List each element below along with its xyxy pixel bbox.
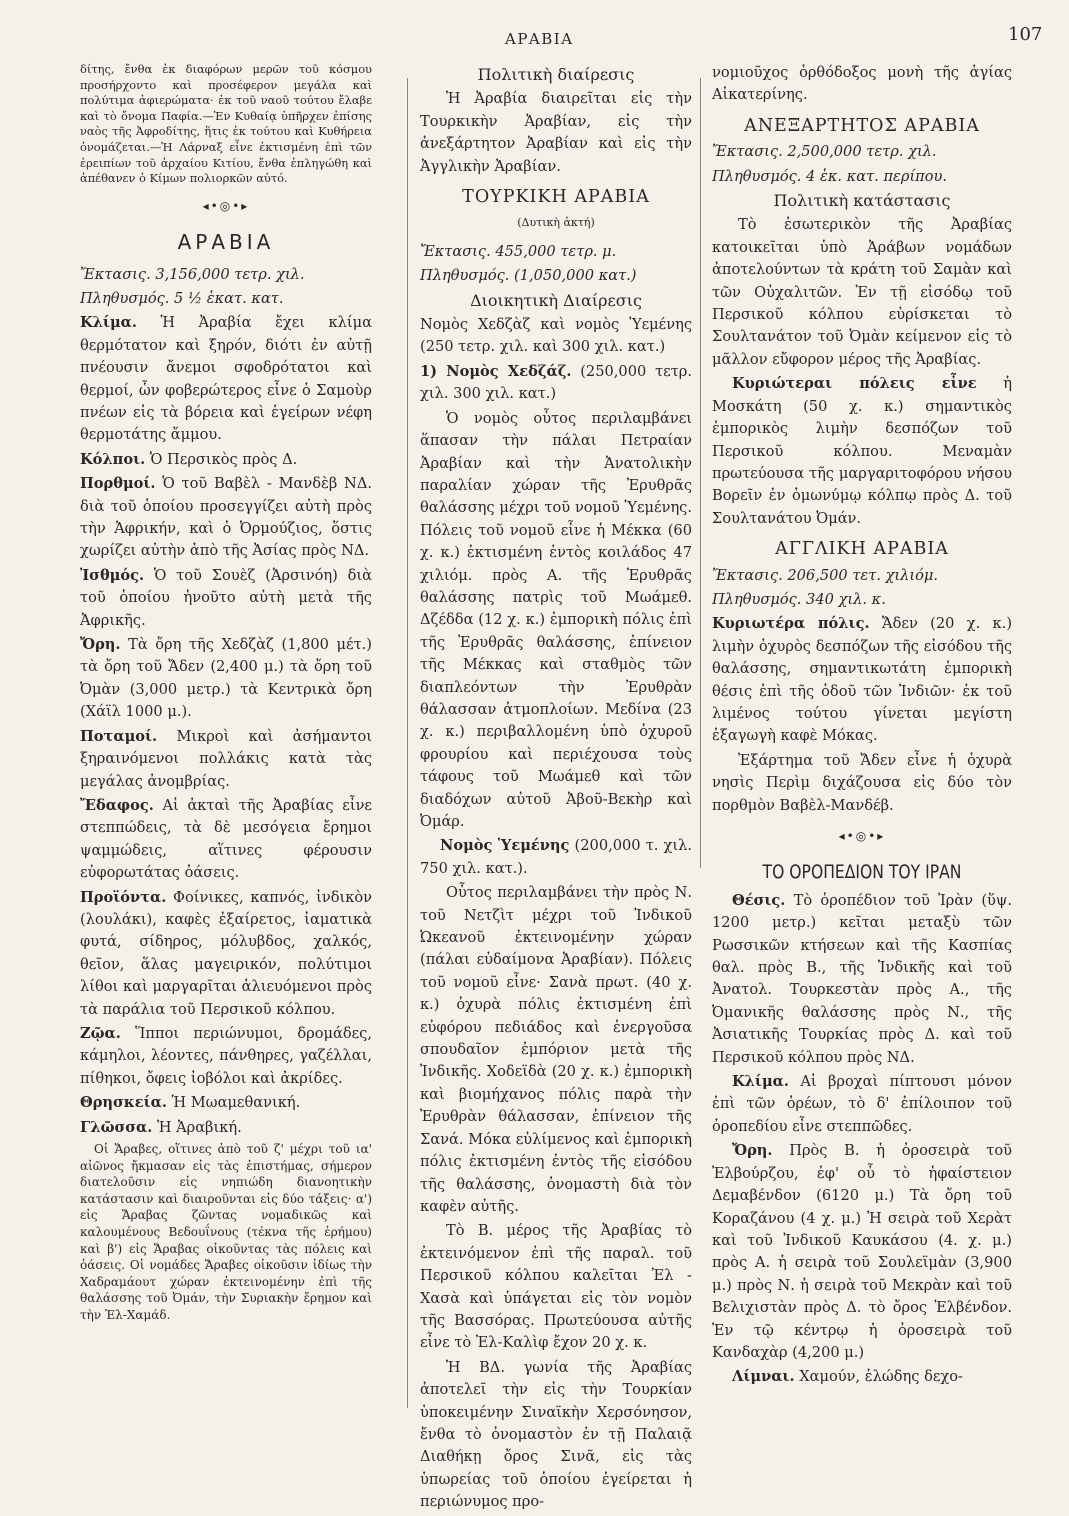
iran-mountains-paragraph [712, 1140, 1012, 1364]
column-rule-right [700, 78, 701, 868]
main-city-paragraph [712, 613, 1012, 747]
column-right [712, 62, 1012, 1391]
language-label: Γλῶσσα. [80, 1118, 153, 1136]
products-text: Φοίνικες, καπνός, ἰνδικὸν (λουλάκι), καφὲς ἐξαίρετος, ἰαματικὰ φυτά, σίδηρος, μόλυβδος, χαλκός, θεῖον, ἅλας μαγειρικόν, πολύτιμοι λίθοι καὶ μαργαρῖται ἁλιευόμενοι πρὸς τὰ παράλια τοῦ Περσικοῦ κόλπου. [80, 888, 372, 1018]
gulfs-text: Ὁ Περσικὸς πρὸς Δ. [145, 450, 298, 468]
climate-text: Ἡ Ἀραβία ἔχει κλίμα θερμότατον καὶ ξηρόν, διότι ἐν αὐτῇ πνέουσιν ἄνεμοι σφοδρότατοι καὶ θερμοί, ὧν φοβερώτερος εἶνε ὁ Σαμοὺρ πνέων εἰς τὰ βόρεια καὶ ἐγείρων νέφη θερμοτάτης ἄμμου. [80, 314, 372, 444]
rivers-label: Ποταμοί. [80, 727, 158, 745]
administrative-division-text: Νομὸς Χεδζὰζ καὶ νομὸς Ὑεμένης (250 τετρ. χιλ. καὶ 300 χιλ. κατ.) [420, 316, 692, 356]
lakes-paragraph [712, 1366, 1012, 1388]
independent-area-line: Ἔκτασις. 2,500,000 τετρ. χιλ. [712, 143, 937, 161]
yemen-heading-paragraph [420, 835, 692, 880]
iran-mountains-text: Πρὸς Β. ἡ ὀροσειρὰ τοῦ Ἐλβούρζου, ἐφ' οὗ τὸ ἡφαίστειον Δεμαβένδον (6120 μ.) Τὰ ὄρη τοῦ Κοραζάνου (4 χ. μ.) Ἡ σειρὰ τοῦ Χερὰτ καὶ τοῦ Ἰνδικοῦ Καυκάσου (4. χ. μ.) πρὸς Α. ἡ σειρὰ τοῦ Σουλεϊμὰν (3,900 μ.) πρὸς Ν. ἡ σειρὰ τοῦ Μεκρὰν καὶ τοῦ Βελιχιστὰν πρὸς Δ. τὸ ὄρος Ἐλβένδον. Ἐν τῷ κέντρῳ ἡ ὀροσειρὰ τοῦ Κανδαχὰρ (4,200 μ.) [712, 1142, 1012, 1361]
products-paragraph [80, 887, 372, 1021]
rivers-paragraph [80, 726, 372, 793]
political-status-text: Τὸ ἐσωτερικὸν τῆς Ἀραβίας κατοικεῖται ὑπὸ Ἀράβων νομάδων ἀποτελούντων τὰ κράτη τοῦ Σαμὰν καὶ τῶν Οὐχαλιτῶν. Ἐν τῇ εἰσόδῳ τοῦ Περσικοῦ κόλπου εὑρίσκεται τὸ Σουλτανάτον τοῦ Ὀμὰν κείμενον εἰς τὸ μᾶλλον εὔφορον μέρος τῆς Ἀραβίας. [712, 216, 1012, 368]
mountains-paragraph [80, 634, 372, 724]
independent-population-line: Πληθυσμός. 4 ἑκ. κατ. περίπου. [712, 167, 948, 185]
straits-label: Πορθμοί. [80, 475, 156, 493]
turkish-arabia-heading: ΤΟΥΡΚΙΚΗ ΑΡΑΒΙΑ [462, 187, 650, 208]
gulfs-label: Κόλποι. [80, 450, 146, 468]
main-city-label: Κυριωτέρα πόλις. [712, 615, 870, 633]
continued-paragraph: δίτης, ἔνθα ἐκ διαφόρων μερῶν τοῦ κόσμου προσήρχοντο καὶ προσέφερον μεγάλα καὶ πολύτιμα ἀφιερώματα· ἐκ τοῦ ναοῦ τούτου ἔλαβε καὶ τὸ ὄνομα Παφία.—Ἐν Κυθαίᾳ ὑπῆρχεν ἐπίσης ναὸς τῆς Ἀφροδίτης, ἥτις ἐκ τούτου καὶ Κυθήρεια ὀνομάζεται.—Ἡ Λάρναξ εἶνε ἐκτισμένη ἐπὶ τῶν ἐρειπίων τοῦ ἀρχαίου Κιτίου, ἔνθα ἐπληγώθη καὶ ἀπέθανεν ὁ Κίμων πολιορκῶν αὐτό. [80, 62, 372, 186]
lakes-label: Λίμναι. [732, 1368, 795, 1386]
soil-label: Ἔδαφος. [80, 796, 154, 814]
religion-label: Θρησκεία. [80, 1094, 167, 1112]
note-paragraph: Οἱ Ἄραβες, οἵτινες ἀπὸ τοῦ ζ' μέχρι τοῦ ια' αἰῶνος ἤκμασαν εἰς τὰς ἐπιστήμας, σήμερον διατελοῦσιν εἰς νηπιώδη διανοητικὴν κατάστασιν καὶ διαιροῦνται εἰς δύο τάξεις· α') εἰς Ἄραβας ζῶντας νομαδικῶς καὶ καλουμένους Βεδουΐνους (τέκνα τῆς ἐρήμου) καὶ β') εἰς Ἄραβας οἰκοῦντας τὰς πόλεις καὶ ὀάσεις. Οἱ νομάδες Ἄραβες οἰκοῦσιν ἰδίως τὴν Χαδραμάουτ χώραν ἐκτεινομένην ἐπὶ τῆς θαλάσσης τοῦ Ὀμάν, τὴν Συριακὴν ἔρημον καὶ τὴν Ἐλ-Χαμάδ. [80, 1142, 372, 1322]
iran-plateau-heading: ΤΟ ΟΡΟΠΕΔΙΟΝ ΤΟΥ ΙΡΑΝ [762, 861, 962, 884]
population-line: Πληθυσμός. 5 ½ ἑκατ. κατ. [80, 289, 284, 307]
hedjaz-head-text: (250,000 τετρ. χιλ. 300 χιλ. κατ.) [420, 362, 692, 403]
ornament-divider: ◂•◎•▸ [202, 198, 250, 213]
main-cities-text: ἡ Μοσκάτη (50 χ. κ.) σημαντικὸς ἐμπορικὸς λιμὴν δεσπόζων τοῦ Περσικοῦ κόλπου. Μεναμὰν πρωτεύουσα τῆς μαργαριτοφόρου νήσου Βορεῖν ἐν ὁμωνύμῳ κόλπῳ πρὸς Δ. τοῦ Σουλτανάτου Ὀμάν. [712, 375, 1012, 527]
running-head [0, 24, 1069, 54]
religion-paragraph [80, 1092, 372, 1114]
mountains-text: Τὰ ὄρη τῆς Χεδζὰζ (1,800 μέτ.) τὰ ὄρη τοῦ Ἄδεν (2,400 μ.) τὰ ὄρη τοῦ Ὀμὰν (3,000 μετρ.) τὰ Κεντρικὰ ὄρη (Χάϊλ 1000 μ.). [80, 636, 372, 721]
hedjaz-paragraph: Ὁ νομὸς οὗτος περιλαμβάνει ἅπασαν τὴν πάλαι Πετραίαν Ἀραβίαν καὶ τὴν Ἀνατολικὴν παραλίαν χώραν τῆς Ἐρυθρᾶς θαλάσσης μέχρι τοῦ νομοῦ Ὑεμένης. Πόλεις τοῦ νομοῦ εἶνε ἡ Μέκκα (60 χ. κ.) ἐκτισμένη ἐντὸς κοιλάδος 47 χιλιόμ. πρὸς Α. τῆς Ἐρυθρᾶς θαλάσσης πατρὶς τοῦ Μωάμεθ. Δζέδδα (12 χ. κ.) ἐμπορικὴ πόλις ἐπὶ τῆς Ἐρυθρᾶς θαλάσσης, ἐπίνειον τῆς Μέκκας καὶ σταθμὸς τῶν διαπλεόντων τὴν Ἐρυθρὰν θάλασσαν ἀτμοπλοίων. Μεδίνα (23 χ. κ.) περιβαλλομένη ὑπὸ ὀχυροῦ φρουρίου καὶ περιέχουσα τοὺς τάφους τοῦ Μωάμεθ καὶ τῶν διαδόχων αὐτοῦ Ἀβοῦ-Βεκὴρ καὶ Ὀμάρ. [420, 409, 692, 830]
lakes-text: Χαμούν, ἑλώδης δεχο- [794, 1368, 963, 1386]
iran-climate-text: Αἱ βροχαὶ πίπτουσι μόνον ἐπὶ τῶν ὀρέων, τὸ δ' ἐπίλοιπον τοῦ ὀροπεδίου εἶνε στεππῶδες. [712, 1073, 1012, 1135]
independent-arabia-heading: ΑΝΕΞΑΡΤΗΤΟΣ ΑΡΑΒΙΑ [744, 115, 980, 136]
ornament-divider-right: ◂•◎•▸ [838, 829, 886, 843]
column-middle [420, 62, 692, 1516]
main-cities-paragraph [712, 373, 1012, 530]
yemen-label: Νομὸς Ὑεμένης [440, 837, 570, 855]
column-left [80, 62, 372, 1326]
administrative-division-heading: Διοικητικὴ Διαίρεσις [470, 290, 642, 310]
climate-label: Κλίμα. [80, 314, 137, 332]
iran-climate-label: Κλίμα. [732, 1073, 789, 1091]
iran-mountains-label: Ὄρη. [732, 1142, 773, 1160]
yemen-paragraph: Οὗτος περιλαμβάνει τὴν πρὸς Ν. τοῦ Νετζὶτ μέχρι τοῦ Ἰνδικοῦ Ὠκεανοῦ ἐκτεινομένην χώραν (πάλαι εὐδαίμονα Ἀραβίαν). Πόλεις τοῦ νομοῦ εἶνε· Σανὰ πρωτ. (40 χ. κ.) ὀχυρὰ πόλις ἐκτισμένη ἐπὶ εὐφόρου πεδιάδος καὶ ἐνεργοῦσα σπουδαῖον ἐμπόριον μετὰ τῆς Ἰνδικῆς. Χοδεϊδὰ (20 χ. κ.) ἐμπορικὴ καὶ βιομήχανος πόλις παρὰ τὴν Ἐρυθρὰν θάλασσαν, ἐπίνειον τῆς Σανά. Μόκα εὐλίμενος καὶ ἐμπορικὴ πόλις ἐκτισμένη ἐντὸς τῆς εἰσόδου τῆς θαλάσσης, ὀνομαστὴ διὰ τὸν καφὲν αὐτῆς. [420, 884, 692, 1215]
animals-text: Ἵπποι περιώνυμοι, δρομάδες, κάμηλοι, λέοντες, πάνθηρες, γαζέλλαι, πίθηκοι, ὄφεις ἰοβόλοι καὶ ἀκρίδες. [80, 1024, 372, 1087]
political-division-heading: Πολιτικὴ διαίρεσις [477, 65, 635, 84]
gulfs-paragraph [80, 449, 372, 471]
language-paragraph [80, 1117, 372, 1139]
el-hasa-paragraph: Τὸ Β. μέρος τῆς Ἀραβίας τὸ ἐκτεινόμενον ἐπὶ τῆς παραλ. τοῦ Περσικοῦ κόλπου καλεῖται Ἐλ - Χασὰ καὶ ὑπάγεται εἰς τὸν νομὸν τῆς Βασσόρας. Πρωτεύουσα αὐτῆς εἶνε τὸ Ἐλ-Καλὶφ ἔχον 20 χ. κ. [420, 1222, 692, 1352]
turkish-population-line: Πληθυσμός. (1,050,000 κατ.) [420, 267, 637, 285]
animals-paragraph [80, 1023, 372, 1090]
british-arabia-heading: ΑΓΓΛΙΚΗ ΑΡΑΒΙΑ [775, 539, 949, 560]
rivers-text: Μικροὶ καὶ ἀσήμαντοι ξηραινόμενοι πολλάκις κατὰ τὰς μεγάλας ἀνομβρίας. [80, 727, 372, 790]
isthmus-label: Ἰσθμός. [80, 566, 145, 584]
sinai-paragraph: Ἡ ΒΔ. γωνία τῆς Ἀραβίας ἀποτελεῖ τὴν εἰς τὴν Τουρκίαν ὑποκειμένην Σιναϊκὴν Χερσόνησον, ἔνθα τὸ ὀνομαστὸν ἐν τῇ Παλαιᾷ Διαθήκῃ ὄρος Σινᾶ, εἰς τὰς ὑπωρείας τοῦ ὁποίου ἐγείρεται ἡ περιώνυμος προ- [420, 1358, 692, 1511]
running-head-title: ΑΡΑΒΙΑ [505, 30, 574, 48]
products-label: Προϊόντα. [80, 888, 167, 906]
soil-paragraph [80, 795, 372, 885]
british-population-line: Πληθυσμός. 340 χιλ. κ. [712, 590, 886, 608]
yemen-head-text: (200,000 τ. χιλ. 750 χιλ. κατ.). [420, 837, 692, 877]
continued-paragraph-right: νομιοῦχος ὀρθόδοξος μονὴ τῆς ἁγίας Αἰκατερίνης. [712, 64, 1012, 104]
area-line: Ἔκτασις. 3,156,000 τετρ. χιλ. [80, 265, 305, 283]
british-area-line: Ἔκτασις. 206,500 τετ. χιλιόμ. [712, 566, 939, 584]
isthmus-paragraph [80, 565, 372, 632]
isthmus-text: Ὁ τοῦ Σουὲζ (Ἀρσινόη) διὰ τοῦ ὁποίου ἡνοῦτο αὐτὴ μετὰ τῆς Ἀφρικῆς. [80, 566, 372, 629]
turkish-arabia-subheading: (Δυτικὴ ἀκτή) [517, 216, 595, 230]
climate-paragraph [80, 312, 372, 446]
hedjaz-heading-paragraph [420, 361, 692, 406]
perim-paragraph: Ἐξάρτημα τοῦ Ἄδεν εἶνε ἡ ὀχυρὰ νησὶς Περὶμ διχάζουσα εἰς δύο τὸν πορθμὸν Βαβὲλ-Μανδέβ. [712, 751, 1012, 814]
turkish-area-line: Ἔκτασις. 455,000 τετρ. μ. [420, 242, 617, 260]
straits-text: Ὁ τοῦ Βαβὲλ - Μανδὲβ ΝΔ. διὰ τοῦ ὁποίου προσεγγίζει αὐτὴ πρὸς τὴν Ἀφρικήν, καὶ ὁ Ὀρμούζιος, ὅστις χωρίζει αὐτὴν ἀπὸ τῆς Ἀσίας πρὸς ΝΔ. [80, 475, 372, 560]
page-number: 107 [1008, 24, 1043, 45]
main-cities-label: Κυριώτεραι πόλεις εἶνε [732, 375, 977, 393]
position-text: Τὸ ὀροπέδιον τοῦ Ἰρὰν (ὕψ. 1200 μετρ.) κεῖται μεταξὺ τῶν Ρωσσικῶν κτήσεων καὶ τῆς Κασπίας θαλ. πρὸς Β., τῆς Ἰνδικῆς καὶ τοῦ Ἀνατολ. Τουρκεστὰν πρὸς Α., τῆς Ὀμανικῆς θαλάσσης πρὸς Ν., τῆς Ἀσιατικῆς Τουρκίας πρὸς Δ. καὶ τοῦ Περσικοῦ κόλπου πρὸς ΝΔ. [712, 891, 1012, 1066]
column-rule-left [407, 78, 408, 1408]
political-status-heading: Πολιτικὴ κατάστασις [773, 191, 951, 211]
straits-paragraph [80, 473, 372, 563]
language-text: Ἡ Ἀραβική. [152, 1118, 242, 1136]
animals-label: Ζῷα. [80, 1024, 121, 1042]
political-division-text: Ἡ Ἀραβία διαιρεῖται εἰς τὴν Τουρκικὴν Ἀραβίαν, εἰς τὴν ἀνεξάρτητον Ἀραβίαν καὶ εἰς τὴν Ἀγγλικὴν Ἀραβίαν. [420, 90, 692, 175]
religion-text: Ἡ Μωαμεθανική. [166, 1094, 301, 1112]
section-heading-arabia: ΑΡΑΒΙΑ [177, 230, 275, 255]
soil-text: Αἱ ἀκταὶ τῆς Ἀραβίας εἶνε στεππώδεις, τὰ δὲ μεσόγεια ἔρημοι ψαμμώδεις, αἵτινες φέρουσιν εὐφορωτάτας ὀάσεις. [80, 796, 372, 882]
position-label: Θέσις. [732, 891, 786, 909]
iran-climate-paragraph [712, 1071, 1012, 1138]
main-city-text: Ἄδεν (20 χ. κ.) λιμὴν ὀχυρὸς δεσπόζων τῆς εἰσόδου τῆς θαλάσσης, σημαντικωτάτη ἐμπορικὴ θέσις ἐπὶ τῆς ὁδοῦ τῶν Ἰνδιῶν· ἐκ τοῦ λιμένος τούτου γίνεται μεγίστη ἐξαγωγὴ καφὲ Μόκας. [712, 615, 1013, 745]
hedjaz-label: 1) Νομὸς Χεδζάζ. [420, 362, 572, 380]
mountains-label: Ὄρη. [80, 636, 121, 654]
position-paragraph [712, 890, 1012, 1069]
